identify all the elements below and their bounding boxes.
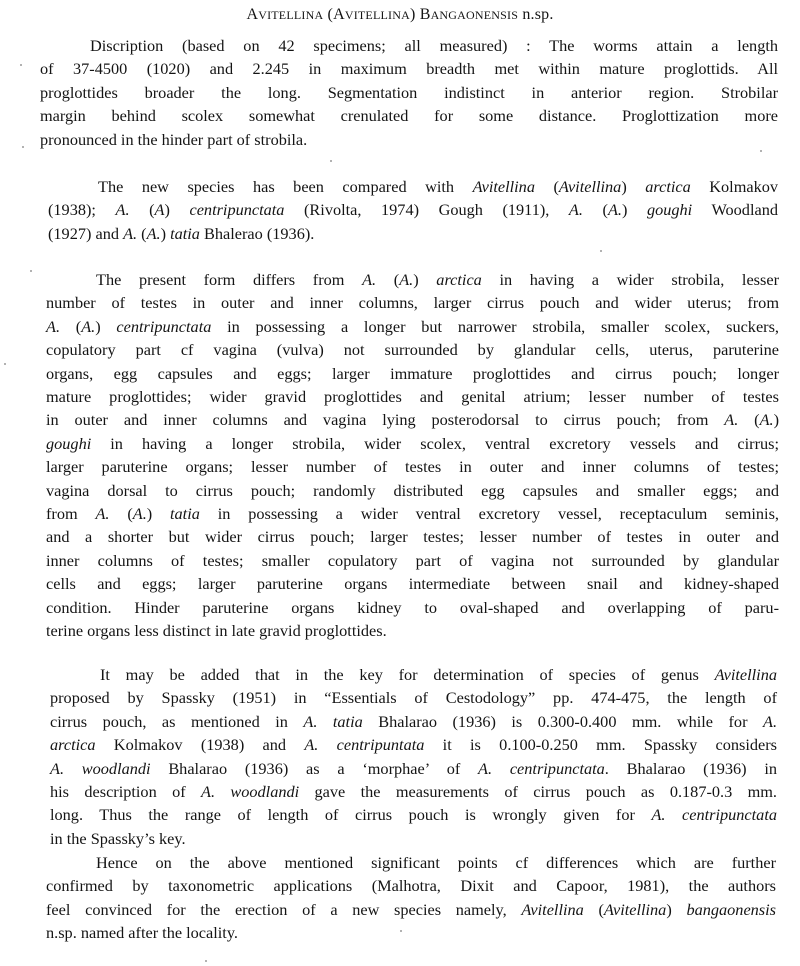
text-line: confirmed by taxonometric applications (Malhotra, Dixit and Capoor, 1981), the authors [46, 876, 776, 896]
taxon-name: A. [362, 270, 377, 289]
text-line [48, 175, 778, 198]
text: (Rivolta, 1974) Gough (1911), [284, 200, 569, 220]
paragraph-conclusion [46, 851, 776, 945]
taxon-name: centripunctata [189, 200, 285, 220]
scan-speck [205, 960, 207, 962]
text-line [50, 733, 777, 756]
taxon-name: A. woodlandi [201, 782, 300, 802]
text: long. Thus the range of length of cirrus pouch is wrongly given for [50, 805, 652, 825]
text-line [48, 198, 778, 221]
text-line: copulatory part cf vagina (vulva) not surrounded by glandular cells, uterus, paruterine [46, 340, 779, 360]
text: Kolmakov (1938) and [95, 735, 305, 755]
text-line [50, 803, 777, 826]
text-line: vagina dorsal to cirrus pouch; randomly distributed egg capsules and smaller eggs; and [46, 480, 779, 500]
line-text: Discription (based on 42 specimens; all measured) : The worms attain a length [90, 36, 778, 55]
text: Kolmakov [690, 177, 779, 196]
scan-speck [330, 160, 332, 162]
text-line: cells and eggs; larger paruterine organs intermediate between snail and kidney-shaped [46, 574, 779, 594]
text: ) [164, 200, 190, 220]
taxon-name: Avitellina [558, 177, 622, 196]
text-line: pronounced in the hinder part of strobila. [40, 129, 308, 149]
text: The new species has been compared with [98, 177, 473, 196]
paragraph-spassky-key [50, 663, 777, 850]
text: Bhalarao (1936) is 0.300-0.400 mm. while for [362, 711, 763, 731]
text: It may be added that in the key for determination of species of genus [100, 665, 715, 684]
text-line [46, 502, 779, 525]
title-species-initial: B [419, 6, 431, 23]
taxon-name: A. centripunctata [651, 805, 777, 825]
paragraph-comparison [48, 175, 778, 245]
scan-speck [22, 146, 24, 148]
text: ) [666, 899, 687, 919]
text: in having a longer strobila, wider scolex, ventral excretory vessels and cirrus; [91, 433, 779, 453]
scan-speck [760, 150, 762, 152]
text: ( [582, 200, 608, 220]
text: ( [129, 200, 155, 220]
taxon-name: arctica [50, 735, 96, 755]
text: gave the measurements of cirrus pouch as 0.187-0.3 mm. [299, 782, 777, 802]
text-line: and a shorter but wider cirrus pouch; larger testes; lesser number of testes in outer and [46, 527, 779, 547]
text-line [46, 851, 776, 874]
species-title [0, 4, 800, 26]
text-line [46, 315, 779, 338]
taxon-name: tatia [170, 223, 200, 243]
scan-speck [400, 930, 402, 932]
taxon-name: A. [724, 410, 739, 430]
text-line: inner columns of testes; smaller copulatory part of vagina not surrounded by glandular [46, 550, 779, 570]
text: ) [413, 270, 437, 289]
text: ) [621, 200, 647, 220]
text: ( [60, 316, 82, 336]
text: The present form differs from [96, 270, 363, 289]
taxon-name: Avitellina [521, 899, 584, 919]
text-line: proglottides broader the long. Segmentation indistinct in anterior region. Strobilar [40, 82, 778, 102]
text: ) [146, 504, 171, 524]
taxon-name: A. [115, 200, 130, 220]
text-line: of 37-4500 (1020) and 2.245 in maximum breadth met within mature proglottids. All [40, 59, 778, 79]
text-line: n.sp. named after the locality. [46, 923, 238, 943]
text: Hence on the above mentioned significant points cf differences which are further [96, 853, 776, 872]
text-line [46, 268, 779, 291]
text: from [46, 504, 96, 524]
text: ( [583, 899, 604, 919]
text: ( [109, 504, 133, 524]
text: cirrus pouch, as mentioned in [50, 711, 304, 731]
text-line [46, 432, 779, 455]
taxon-name: Avitellina [714, 665, 777, 684]
title-subgenus-rest: VITELLINA [344, 8, 410, 22]
taxon-name: A. centripunctata [478, 758, 605, 778]
text: ( [738, 410, 760, 430]
taxon-name: A. [46, 316, 61, 336]
taxon-name: A. tatia [303, 711, 363, 731]
taxon-name: bangaonensis [686, 899, 776, 919]
taxon-name: A. [607, 200, 622, 220]
taxon-name: Avitellina [603, 899, 667, 919]
title-subgenus-initial: A [333, 6, 345, 23]
text: ( [534, 177, 559, 196]
scan-speck [4, 363, 6, 365]
text-line: organs, egg capsules and eggs; larger immature proglottides and cirrus pouch; longer [46, 363, 779, 383]
taxon-name: goughi [46, 433, 92, 453]
taxon-name: arctica [436, 270, 482, 289]
text: . Bhalarao (1936) in [604, 758, 778, 778]
text: (1938); [48, 200, 116, 220]
text-line [50, 710, 777, 733]
text: ) [773, 410, 780, 430]
title-paren-open: ( [327, 6, 334, 23]
taxon-name: A [154, 200, 165, 220]
taxon-name: A. [95, 504, 110, 524]
text-line: proposed by Spassky (1951) in “Essentials of Cestodology” pp. 474-475, the length of [50, 688, 777, 708]
text-line [50, 663, 777, 686]
text-line [50, 780, 777, 803]
text-line [46, 898, 776, 921]
text: ( [137, 223, 147, 243]
taxon-name: A. woodlandi [50, 758, 151, 778]
title-species-rest: ANGAONENSIS [430, 8, 519, 22]
taxon-name: A. [146, 223, 161, 243]
text: ( [376, 270, 400, 289]
text-line: margin behind scolex somewhat crenulated for some distance. Proglottization more [40, 106, 778, 126]
text: feel convinced for the erection of a new species namely, [46, 899, 522, 919]
taxon-name: A. centripuntata [304, 735, 425, 755]
text-line [50, 757, 777, 780]
text-line: larger paruterine organs; lesser number of testes in outer and inner columns of testes; [46, 457, 779, 477]
text-line [46, 408, 779, 431]
text-line [48, 222, 778, 245]
text: ) [95, 316, 117, 336]
scan-speck [600, 250, 602, 252]
title-paren-close: ) [409, 6, 416, 23]
title-suffix: n.sp. [522, 6, 554, 23]
taxon-name: Avitellina [472, 177, 535, 196]
taxon-name: arctica [645, 177, 691, 196]
scan-speck [30, 270, 32, 272]
text: Bhalarao (1936) as a ‘morphae’ of [150, 758, 479, 778]
text: in having a wider strobila, lesser [481, 270, 779, 289]
text: in possessing a wider ventral excretory vessel, receptaculum seminis, [199, 504, 779, 524]
text-line: number of testes in outer and inner columns, larger cirrus pouch and wider uterus; from [46, 293, 779, 313]
taxon-name: A. [81, 316, 96, 336]
taxon-name: A. [763, 711, 778, 731]
text-line: in the Spassky’s key. [50, 828, 186, 848]
taxon-name: tatia [170, 504, 200, 524]
taxon-name: centripunctata [116, 316, 212, 336]
title-genus-rest: VITELLINA [258, 8, 324, 22]
taxon-name: A. [759, 410, 774, 430]
text: his description of [50, 782, 202, 802]
text: ) [621, 177, 646, 196]
taxon-name: A. [132, 504, 147, 524]
text-line: condition. Hinder paruterine organs kidney to oval-shaped and overlapping of paru- [46, 597, 779, 617]
taxon-name: A. [123, 223, 138, 243]
text: in outer and inner columns and vagina lying posterodorsal to cirrus pouch; from [46, 410, 725, 430]
taxon-name: A. [399, 270, 414, 289]
text: it is 0.100-0.250 mm. Spassky considers [424, 735, 778, 755]
text-line: terine organs less distinct in late gravid proglottides. [46, 621, 387, 641]
text-line [40, 34, 778, 57]
text: (1927) and [48, 223, 124, 243]
text: in possessing a longer but narrower strobila, smaller scolex, suckers, [211, 316, 780, 336]
taxon-name: A. [568, 200, 583, 220]
paragraph-description [40, 34, 778, 151]
taxon-name: goughi [646, 200, 693, 220]
text-line: mature proglottides; wider gravid proglottides and genital atrium; lesser number of testes [46, 387, 779, 407]
title-genus-initial: A [246, 6, 259, 23]
text: Woodland [692, 200, 778, 220]
text: Bhalerao (1936). [199, 223, 315, 243]
text: ) [160, 223, 171, 243]
paragraph-differences [46, 268, 779, 643]
scan-speck [20, 64, 22, 66]
